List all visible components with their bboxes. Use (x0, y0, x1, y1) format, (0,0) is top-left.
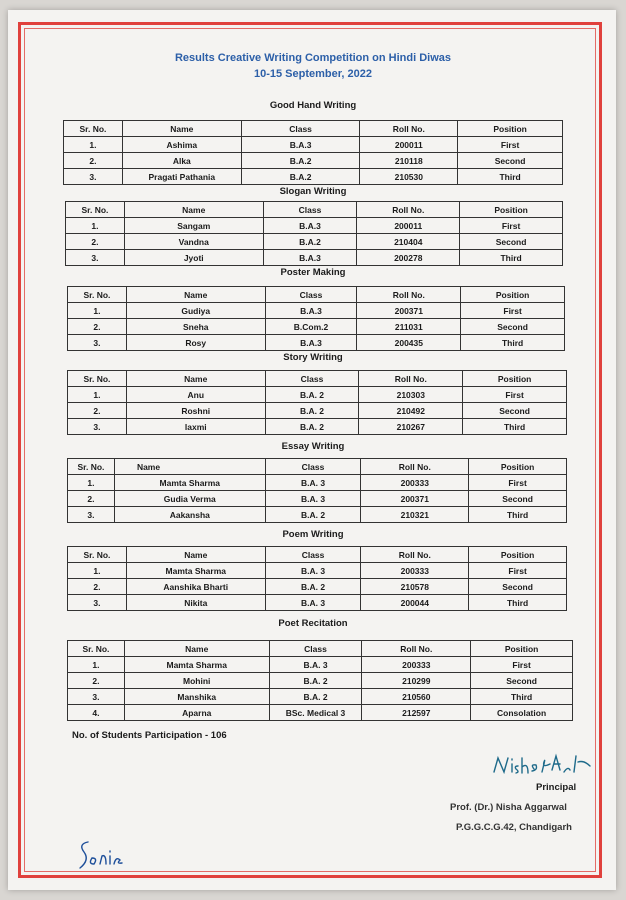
table-cell: 210578 (361, 579, 469, 595)
column-header: Class (269, 641, 362, 657)
table-header-row (66, 202, 563, 218)
table-cell: 1. (64, 137, 123, 153)
table-cell: B.A. 3 (265, 475, 361, 491)
column-header: Roll No. (357, 287, 461, 303)
table-cell: Roshni (126, 403, 265, 419)
column-header: Roll No. (360, 121, 458, 137)
table-header-row (68, 547, 567, 563)
table-cell: Aakansha (114, 507, 265, 523)
table-cell: 3. (68, 335, 127, 351)
table-cell: 210118 (360, 153, 458, 169)
table-cell: Second (469, 579, 567, 595)
table-cell: Rosy (126, 335, 265, 351)
column-header: Roll No. (362, 641, 471, 657)
table-header-row (68, 287, 565, 303)
initials-signature (76, 836, 126, 876)
table-cell: 2. (66, 234, 125, 250)
table-cell: 3. (66, 250, 125, 266)
table-cell: B.A. 3 (265, 491, 361, 507)
table-cell: Second (463, 403, 567, 419)
table-cell: First (469, 563, 567, 579)
table-cell: 200435 (357, 335, 461, 351)
table-cell: Sangam (124, 218, 263, 234)
table-row (68, 579, 567, 595)
table-cell: Second (471, 673, 573, 689)
column-header: Name (114, 459, 265, 475)
table-cell: Mamta Sharma (114, 475, 265, 491)
table-cell: 1. (68, 303, 127, 319)
table-cell: 1. (68, 563, 127, 579)
results-table (63, 120, 563, 185)
column-header: Class (265, 459, 361, 475)
table-cell: 212597 (362, 705, 471, 721)
results-table (67, 458, 567, 523)
table-cell: Anu (126, 387, 265, 403)
table-cell: 210404 (357, 234, 460, 250)
table-cell: B.A.3 (241, 137, 360, 153)
table-cell: Mohini (124, 673, 269, 689)
column-header: Position (469, 459, 567, 475)
table-row (68, 319, 565, 335)
table-cell: 210560 (362, 689, 471, 705)
table-cell: Nikita (126, 595, 265, 611)
column-header: Class (265, 371, 359, 387)
table-cell: 2. (68, 319, 127, 335)
table-cell: Aparna (124, 705, 269, 721)
table-cell: B.A.2 (241, 169, 360, 185)
table-cell: B.A.2 (263, 234, 357, 250)
table-cell: Alka (122, 153, 241, 169)
column-header: Position (458, 121, 563, 137)
table-cell: 3. (68, 507, 115, 523)
table-cell: Second (458, 153, 563, 169)
table-row (68, 491, 567, 507)
table-cell: Manshika (124, 689, 269, 705)
table-cell: Jyoti (124, 250, 263, 266)
table-cell: 210267 (359, 419, 463, 435)
table-cell: Third (458, 169, 563, 185)
table-row (68, 657, 573, 673)
table-cell: Mamta Sharma (126, 563, 265, 579)
table-row (68, 705, 573, 721)
table-cell: B.A. 3 (269, 657, 362, 673)
table-cell: Gudiya (126, 303, 265, 319)
table-cell: laxmi (126, 419, 265, 435)
table-cell: Ashima (122, 137, 241, 153)
table-cell: B.A. 2 (265, 507, 361, 523)
table-row (68, 403, 567, 419)
column-header: Position (469, 547, 567, 563)
table-cell: 2. (64, 153, 123, 169)
column-header: Name (122, 121, 241, 137)
table-cell: 200333 (362, 657, 471, 673)
section-title: Slogan Writing (279, 186, 347, 197)
table-row (68, 387, 567, 403)
results-table (67, 286, 565, 351)
table-cell: 3. (68, 419, 127, 435)
table-cell: Third (463, 419, 567, 435)
table-cell: B.A. 3 (265, 595, 361, 611)
table-row (68, 595, 567, 611)
table-cell: Third (469, 595, 567, 611)
column-header: Roll No. (361, 547, 469, 563)
column-header: Name (126, 287, 265, 303)
table-row (66, 218, 563, 234)
table-cell: 211031 (357, 319, 461, 335)
signatory-role: Principal (536, 782, 577, 793)
table-cell: Consolation (471, 705, 573, 721)
table-cell: Mamta Sharma (124, 657, 269, 673)
signatory-institution: P.G.G.C.G.42, Chandigarh (456, 822, 572, 833)
table-cell: First (461, 303, 565, 319)
column-header: Position (463, 371, 567, 387)
table-cell: Second (460, 234, 563, 250)
column-header: Name (126, 371, 265, 387)
column-header: Sr. No. (68, 287, 127, 303)
table-header-row (68, 641, 573, 657)
table-cell: 200371 (361, 491, 469, 507)
section-title: Poem Writing (282, 529, 344, 540)
table-cell: Third (461, 335, 565, 351)
table-cell: Gudia Verma (114, 491, 265, 507)
table-cell: B.Com.2 (265, 319, 357, 335)
document-title: Results Creative Writing Competition on Hindi Diwas (174, 52, 452, 64)
table-cell: Second (461, 319, 565, 335)
table-cell: 200333 (361, 563, 469, 579)
column-header: Sr. No. (68, 641, 125, 657)
results-table (67, 546, 567, 611)
table-cell: B.A. 2 (269, 673, 362, 689)
table-row (64, 169, 563, 185)
table-cell: First (463, 387, 567, 403)
table-row (68, 335, 565, 351)
table-cell: 200333 (361, 475, 469, 491)
column-header: Sr. No. (68, 547, 127, 563)
table-cell: B.A. 2 (269, 689, 362, 705)
table-cell: 1. (68, 475, 115, 491)
table-cell: Third (469, 507, 567, 523)
column-header: Class (265, 287, 357, 303)
table-cell: 4. (68, 705, 125, 721)
column-header: Sr. No. (68, 371, 127, 387)
column-header: Name (124, 641, 269, 657)
table-cell: 2. (68, 491, 115, 507)
table-cell: 2. (68, 673, 125, 689)
table-row (68, 563, 567, 579)
table-cell: 2. (68, 579, 127, 595)
table-cell: First (471, 657, 573, 673)
table-header-row (64, 121, 563, 137)
table-cell: Pragati Pathania (122, 169, 241, 185)
table-cell: 1. (68, 387, 127, 403)
results-table (67, 370, 567, 435)
column-header: Position (460, 202, 563, 218)
table-row (68, 419, 567, 435)
column-header: Roll No. (359, 371, 463, 387)
column-header: Roll No. (361, 459, 469, 475)
table-cell: B.A.3 (263, 218, 357, 234)
table-row (64, 137, 563, 153)
table-cell: 210530 (360, 169, 458, 185)
principal-signature (490, 752, 600, 778)
table-row (68, 673, 573, 689)
table-cell: 1. (68, 657, 125, 673)
table-cell: B.A.3 (265, 303, 357, 319)
column-header: Sr. No. (68, 459, 115, 475)
column-header: Class (241, 121, 360, 137)
table-cell: B.A. 2 (265, 419, 359, 435)
section-title: Essay Writing (281, 441, 345, 452)
table-cell: 210321 (361, 507, 469, 523)
table-cell: 200011 (360, 137, 458, 153)
table-row (68, 507, 567, 523)
section-title: Story Writing (283, 352, 343, 363)
table-row (66, 234, 563, 250)
column-header: Position (471, 641, 573, 657)
table-header-row (68, 459, 567, 475)
table-cell: Third (471, 689, 573, 705)
table-cell: Aanshika Bharti (126, 579, 265, 595)
table-row (68, 689, 573, 705)
column-header: Roll No. (357, 202, 460, 218)
table-cell: B.A. 2 (265, 403, 359, 419)
table-cell: Sneha (126, 319, 265, 335)
column-header: Class (265, 547, 361, 563)
table-cell: B.A.3 (263, 250, 357, 266)
column-header: Name (124, 202, 263, 218)
table-cell: B.A.3 (265, 335, 357, 351)
table-cell: 210492 (359, 403, 463, 419)
column-header: Position (461, 287, 565, 303)
results-table (67, 640, 573, 721)
table-cell: B.A. 2 (265, 387, 359, 403)
table-cell: First (460, 218, 563, 234)
table-row (68, 303, 565, 319)
table-cell: Second (469, 491, 567, 507)
table-cell: 1. (66, 218, 125, 234)
table-cell: First (458, 137, 563, 153)
table-cell: B.A. 2 (265, 579, 361, 595)
participation-count: No. of Students Participation - 106 (72, 730, 227, 741)
table-cell: 3. (68, 595, 127, 611)
section-title: Good Hand Writing (269, 100, 357, 111)
table-cell: B.A.2 (241, 153, 360, 169)
results-table (65, 201, 563, 266)
table-header-row (68, 371, 567, 387)
table-row (66, 250, 563, 266)
table-cell: 200278 (357, 250, 460, 266)
table-cell: 3. (68, 689, 125, 705)
table-cell: 200371 (357, 303, 461, 319)
signatory-name: Prof. (Dr.) Nisha Aggarwal (450, 802, 567, 813)
table-cell: 200011 (357, 218, 460, 234)
column-header: Name (126, 547, 265, 563)
table-cell: 200044 (361, 595, 469, 611)
section-title: Poet Recitation (278, 618, 348, 629)
table-cell: BSc. Medical 3 (269, 705, 362, 721)
table-cell: Third (460, 250, 563, 266)
section-title: Poster Making (280, 267, 346, 278)
table-cell: First (469, 475, 567, 491)
column-header: Sr. No. (66, 202, 125, 218)
table-row (68, 475, 567, 491)
column-header: Class (263, 202, 357, 218)
document-date: 10-15 September, 2022 (253, 68, 373, 80)
table-cell: 210299 (362, 673, 471, 689)
table-cell: 3. (64, 169, 123, 185)
table-row (64, 153, 563, 169)
table-cell: 2. (68, 403, 127, 419)
table-cell: B.A. 3 (265, 563, 361, 579)
table-cell: 210303 (359, 387, 463, 403)
column-header: Sr. No. (64, 121, 123, 137)
table-cell: Vandna (124, 234, 263, 250)
